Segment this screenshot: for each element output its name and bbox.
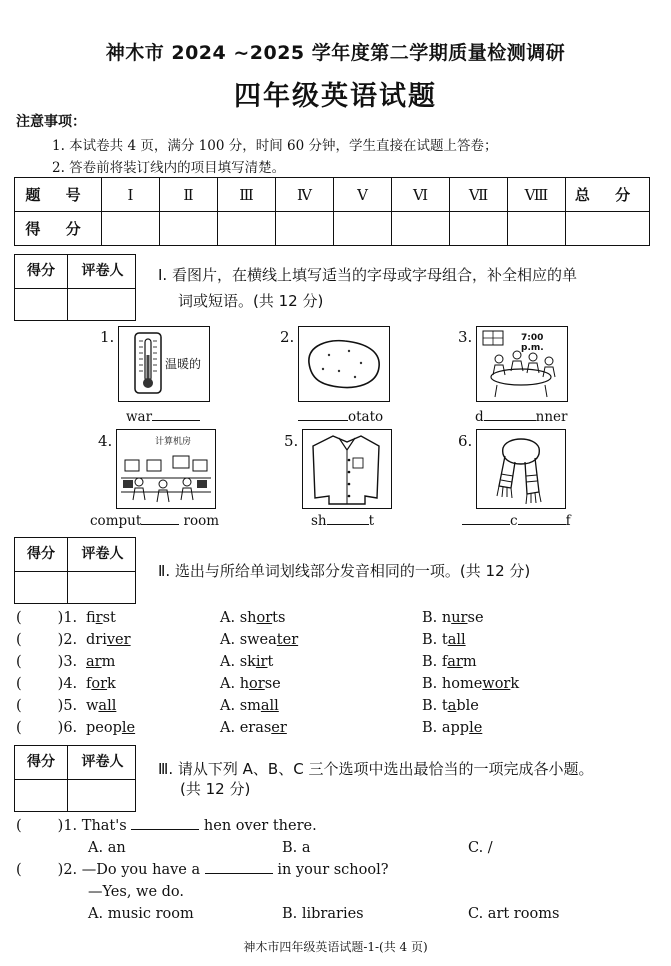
- score-table-row2-label: 得 分: [15, 212, 102, 246]
- score-cell[interactable]: [450, 212, 508, 246]
- question-number: )6.: [57, 720, 78, 736]
- word-blank-4[interactable]: [90, 513, 219, 529]
- q3-2-row: [16, 862, 389, 878]
- picture-number-1: 1.: [100, 328, 115, 346]
- score-cell[interactable]: [218, 212, 276, 246]
- option-a[interactable]: [220, 610, 285, 626]
- word-part: k: [107, 676, 116, 692]
- option-part: se: [467, 610, 484, 626]
- option-b[interactable]: [422, 632, 466, 648]
- notice-item-1: 1. 本试卷共 4 页，满分 100 分，时间 60 分钟，学生直接在试题上答卷；: [52, 138, 498, 154]
- word-prefix-3: d: [475, 409, 484, 425]
- word-part: f: [86, 676, 92, 692]
- question-number: )1.: [57, 818, 78, 834]
- scarf-picture: [476, 429, 566, 509]
- option-underlined-part: all: [260, 698, 279, 714]
- question-number: )1.: [57, 610, 78, 626]
- q3-1-option-b[interactable]: B. a: [282, 840, 311, 856]
- grader-score-label: 得分: [27, 263, 55, 279]
- dinner-picture: [476, 326, 568, 402]
- option-part: B. t: [422, 632, 448, 648]
- word-blank-5[interactable]: [311, 513, 374, 529]
- option-part: A. sh: [220, 610, 257, 626]
- potato-icon: [299, 327, 388, 400]
- section2-heading: Ⅱ. 选出与所给单词划线部分发音相同的一项。(共 12 分): [158, 562, 531, 580]
- word-suffix-6: f: [565, 513, 571, 529]
- picture-label-computer-room: 计算机房: [155, 437, 192, 447]
- picture-number-3: 3.: [458, 328, 473, 346]
- score-cell[interactable]: [508, 212, 566, 246]
- grader-box-3: [14, 745, 136, 812]
- phonics-row: [16, 676, 656, 692]
- option-underlined-part: or: [249, 676, 265, 692]
- picture-number-2: 2.: [280, 328, 295, 346]
- option-underlined-part: ur: [451, 610, 468, 626]
- grader-name-label: 评卷人: [81, 754, 124, 770]
- option-part: ble: [456, 698, 479, 714]
- word-suffix-5: t: [368, 513, 375, 529]
- word-blank-2[interactable]: [298, 409, 383, 425]
- q3-1-row: [16, 818, 317, 834]
- option-part: B. n: [422, 610, 452, 626]
- word-underlined-part: le: [121, 720, 136, 736]
- option-underlined-part: all: [447, 632, 466, 648]
- answer-blank[interactable]: [141, 524, 179, 525]
- word-mid-6: c: [510, 513, 518, 529]
- option-underlined-part: ir: [255, 654, 268, 670]
- word-part: peop: [86, 720, 122, 736]
- word-underlined-part: ir: [95, 610, 103, 626]
- page-footer: 神木市四年级英语试题-1-(共 4 页): [243, 940, 428, 954]
- answer-bracket[interactable]: (: [16, 818, 22, 834]
- score-col-5: Ⅴ: [334, 178, 392, 212]
- question-stem-post: hen over there.: [203, 818, 317, 834]
- section3-heading-line2: (共 12 分): [180, 780, 251, 798]
- grader-score-label: 得分: [27, 754, 55, 770]
- q3-2-option-a[interactable]: A. music room: [88, 906, 194, 922]
- option-b[interactable]: [422, 676, 519, 692]
- word-part: dri: [86, 632, 107, 648]
- question-number: )4.: [57, 676, 78, 692]
- option-part: B. f: [422, 654, 448, 670]
- option-part: A. sm: [220, 698, 261, 714]
- grader-name-label: 评卷人: [81, 546, 124, 562]
- phonics-row: [16, 610, 656, 626]
- answer-bracket[interactable]: (: [16, 632, 22, 648]
- score-col-1: Ⅰ: [102, 178, 160, 212]
- shirt-icon: [303, 430, 390, 507]
- word-part: st: [102, 610, 116, 626]
- q3-2-reply: —Yes, we do.: [88, 884, 185, 900]
- q3-2-option-b[interactable]: B. libraries: [282, 906, 364, 922]
- phonics-row: [16, 654, 656, 670]
- grader-score-label: 得分: [27, 546, 55, 562]
- grader-name-label: 评卷人: [81, 263, 124, 279]
- option-underlined-part: a: [447, 698, 457, 714]
- answer-bracket[interactable]: (: [16, 676, 22, 692]
- word-underlined-part: ar: [86, 654, 102, 670]
- picture-number-5: 5.: [284, 432, 299, 450]
- computer-room-picture: [116, 429, 216, 509]
- score-table-row1-label: 题 号: [15, 178, 102, 212]
- word-suffix-4: room: [179, 513, 220, 529]
- word-underlined-part: ver: [106, 632, 131, 648]
- score-col-7: Ⅶ: [450, 178, 508, 212]
- answer-blank[interactable]: [518, 524, 566, 525]
- question-stem-pre: That's: [81, 818, 127, 834]
- answer-blank[interactable]: [484, 420, 536, 421]
- score-col-4: Ⅳ: [276, 178, 334, 212]
- question-number: )2.: [57, 862, 78, 878]
- answer-blank[interactable]: [205, 873, 273, 874]
- thermometer-picture: [118, 326, 210, 402]
- picture-number-6: 6.: [458, 432, 473, 450]
- section1-heading-line2: 词或短语。(共 12 分): [178, 292, 324, 310]
- notice-item-2: 2. 答卷前将装订线内的项目填写清楚。: [52, 160, 286, 176]
- option-part: A. eras: [220, 720, 272, 736]
- section3-heading-line1: Ⅲ. 请从下列 A、B、C 三个选项中选出最恰当的一项完成各小题。: [158, 760, 594, 778]
- option-part: B. home: [422, 676, 483, 692]
- score-col-2: Ⅱ: [160, 178, 218, 212]
- option-part: k: [510, 676, 520, 692]
- word-blank-1[interactable]: [126, 409, 200, 425]
- option-part: se: [264, 676, 281, 692]
- option-underlined-part: er: [271, 720, 287, 736]
- target-word: [86, 720, 135, 736]
- answer-bracket[interactable]: (: [16, 610, 22, 626]
- answer-blank[interactable]: [462, 524, 510, 525]
- question-stem-post: in your school?: [277, 862, 389, 878]
- score-table: [14, 177, 650, 246]
- option-a[interactable]: [220, 720, 287, 736]
- word-part: f: [86, 610, 96, 626]
- word-blank-6[interactable]: [462, 513, 571, 529]
- option-underlined-part: wor: [482, 676, 511, 692]
- score-cell[interactable]: [160, 212, 218, 246]
- score-cell[interactable]: [102, 212, 160, 246]
- scarf-icon: [477, 430, 564, 507]
- answer-bracket[interactable]: (: [16, 862, 22, 878]
- answer-blank[interactable]: [327, 524, 369, 525]
- score-cell[interactable]: [276, 212, 334, 246]
- word-underlined-part: or: [91, 676, 108, 692]
- shirt-picture: [302, 429, 392, 509]
- option-a[interactable]: [220, 654, 273, 670]
- q3-1-option-c[interactable]: C. /: [468, 840, 493, 856]
- option-b[interactable]: [422, 698, 479, 714]
- potato-picture: [298, 326, 390, 402]
- question-stem-pre: —Do you have a: [81, 862, 201, 878]
- option-underlined-part: le: [469, 720, 483, 736]
- section1-heading-line1: Ⅰ. 看图片，在横线上填写适当的字母或字母组合，补全相应的单: [158, 266, 577, 284]
- picture-number-4: 4.: [98, 432, 113, 450]
- word-blank-3[interactable]: [475, 409, 568, 425]
- answer-blank[interactable]: [131, 829, 199, 830]
- answer-bracket[interactable]: (: [16, 698, 22, 714]
- option-part: A. sk: [220, 654, 256, 670]
- target-word: [86, 610, 116, 626]
- picture-label-time: 7:00 p.m.: [521, 333, 544, 353]
- option-underlined-part: or: [256, 610, 273, 626]
- score-cell[interactable]: [566, 212, 650, 246]
- option-part: B. t: [422, 698, 448, 714]
- score-col-6: Ⅵ: [392, 178, 450, 212]
- word-underlined-part: all: [98, 698, 117, 714]
- option-b[interactable]: [422, 720, 482, 736]
- score-cell[interactable]: [334, 212, 392, 246]
- word-part: w: [86, 698, 99, 714]
- target-word: [86, 676, 116, 692]
- phonics-row: [16, 698, 656, 714]
- option-a[interactable]: [220, 698, 279, 714]
- target-word: [86, 654, 115, 670]
- score-col-8: Ⅷ: [508, 178, 566, 212]
- phonics-row: [16, 720, 656, 736]
- target-word: [86, 632, 131, 648]
- option-part: A. swea: [220, 632, 277, 648]
- q3-1-option-a[interactable]: A. an: [88, 840, 126, 856]
- score-col-3: Ⅲ: [218, 178, 276, 212]
- picture-label-warm: 温暖的: [165, 357, 202, 371]
- answer-blank[interactable]: [298, 420, 348, 421]
- word-prefix-1: war: [126, 409, 153, 425]
- option-a[interactable]: [220, 632, 298, 648]
- question-number: )2.: [57, 632, 78, 648]
- option-b[interactable]: [422, 654, 477, 670]
- score-col-total: 总 分: [566, 178, 650, 212]
- answer-bracket[interactable]: (: [16, 720, 22, 736]
- option-part: t: [267, 654, 274, 670]
- option-underlined-part: ter: [276, 632, 299, 648]
- option-part: m: [462, 654, 477, 670]
- answer-bracket[interactable]: (: [16, 654, 22, 670]
- answer-blank[interactable]: [152, 420, 200, 421]
- option-part: B. app: [422, 720, 470, 736]
- word-part: m: [101, 654, 116, 670]
- score-cell[interactable]: [392, 212, 450, 246]
- exam-header-title: 神木市 2024 ~2025 学年度第二学期质量检测调研: [105, 42, 566, 64]
- word-suffix-3: nner: [535, 409, 568, 425]
- word-suffix-2: otato: [348, 409, 384, 425]
- word-prefix-4: comput: [90, 513, 142, 529]
- exam-subject-title: 四年级英语试题: [234, 81, 437, 112]
- option-part: ts: [272, 610, 286, 626]
- option-b[interactable]: [422, 610, 484, 626]
- target-word: [86, 698, 116, 714]
- phonics-row: [16, 632, 656, 648]
- option-a[interactable]: [220, 676, 281, 692]
- q3-2-option-c[interactable]: C. art rooms: [468, 906, 560, 922]
- option-part: A. h: [220, 676, 250, 692]
- question-number: )3.: [57, 654, 78, 670]
- question-number: )5.: [57, 698, 78, 714]
- grader-box-1: [14, 254, 136, 321]
- option-underlined-part: ar: [447, 654, 463, 670]
- notice-label: 注意事项：: [16, 114, 86, 130]
- grader-box-2: [14, 537, 136, 604]
- word-prefix-5: sh: [311, 513, 327, 529]
